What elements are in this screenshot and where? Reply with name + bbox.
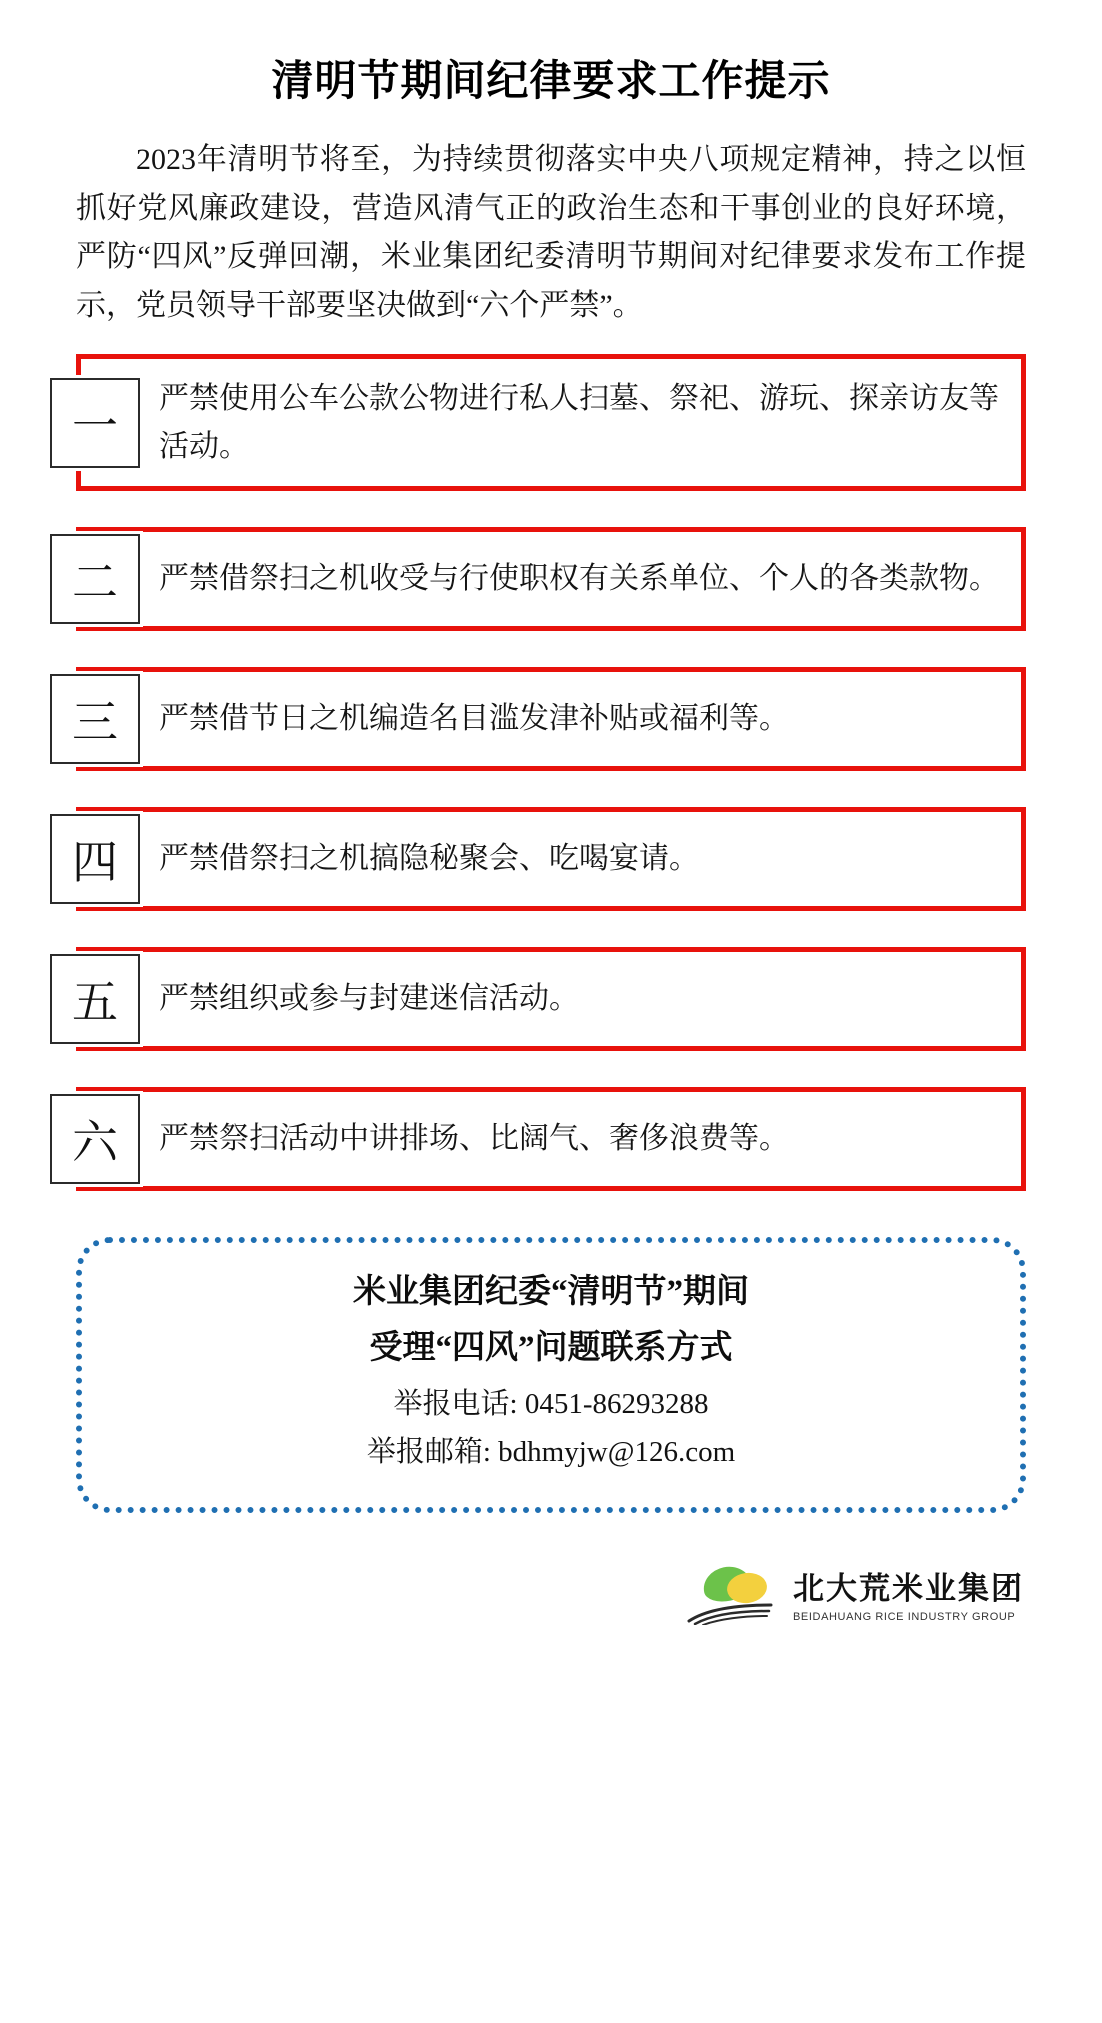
logo-company-name-en: BEIDAHUANG RICE INDUSTRY GROUP bbox=[793, 1610, 1016, 1623]
logo-swoosh-icon bbox=[687, 1603, 773, 1625]
company-logo-icon bbox=[687, 1567, 779, 1629]
rule-number-badge: 三 bbox=[50, 674, 140, 764]
rule-number-wrap bbox=[72, 532, 177, 626]
rule-text: 严禁借节日之机编造名目滥发津补贴或福利等。 bbox=[159, 702, 789, 736]
rule-number-wrap bbox=[72, 1092, 177, 1186]
rule-text: 严禁借祭扫之机搞隐秘聚会、吃喝宴请。 bbox=[159, 842, 699, 876]
rule-number-wrap bbox=[72, 672, 177, 766]
rule-item bbox=[72, 947, 1026, 1051]
logo-text-block bbox=[793, 1572, 1024, 1622]
rule-number-wrap bbox=[72, 812, 177, 906]
rule-text: 严禁借祭扫之机收受与行使职权有关系单位、个人的各类款物。 bbox=[159, 562, 999, 596]
rule-number-wrap bbox=[72, 359, 177, 486]
logo-company-name-cn: 北大荒米业集团 bbox=[793, 1571, 1024, 1607]
contact-phone: 举报电话: 0451-86293288 bbox=[393, 1387, 709, 1420]
rule-item bbox=[72, 807, 1026, 911]
contact-box bbox=[76, 1237, 1026, 1512]
rule-number-badge: 五 bbox=[50, 954, 140, 1044]
rule-text: 严禁组织或参与封建迷信活动。 bbox=[159, 982, 579, 1016]
intro-paragraph: 2023年清明节将至，为持续贯彻落实中央八项规定精神，持之以恒抓好党风廉政建设，营造风清气正的政治生态和干事创业的良好环境，严防“四风”反弹回潮，米业集团纪委清明节期间对纪律要求发布工作提示，党员领导干部要坚决做到“六个严禁”。 bbox=[76, 143, 1026, 322]
rule-item bbox=[72, 1087, 1026, 1191]
rule-text: 严禁使用公车公款公物进行私人扫墓、祭祀、游玩、探亲访友等活动。 bbox=[159, 382, 999, 463]
rule-number-badge: 六 bbox=[50, 1094, 140, 1184]
contact-title-line-2: 受理“四风”问题联系方式 bbox=[369, 1330, 733, 1366]
rule-text: 严禁祭扫活动中讲排场、比阔气、奢侈浪费等。 bbox=[159, 1122, 789, 1156]
rule-number-badge: 一 bbox=[50, 378, 140, 468]
contact-title-line-1: 米业集团纪委“清明节”期间 bbox=[353, 1274, 749, 1311]
rule-number-badge: 二 bbox=[50, 534, 140, 624]
rule-item bbox=[72, 354, 1026, 491]
rule-item bbox=[72, 667, 1026, 771]
rule-number-wrap bbox=[72, 952, 177, 1046]
rules-list bbox=[72, 354, 1026, 1191]
page-title: 清明节期间纪律要求工作提示 bbox=[271, 59, 831, 105]
footer-logo bbox=[64, 1567, 1038, 1629]
contact-email: 举报邮箱: bdhmyjw@126.com bbox=[366, 1435, 736, 1468]
rule-number-badge: 四 bbox=[50, 814, 140, 904]
rule-item bbox=[72, 527, 1026, 631]
